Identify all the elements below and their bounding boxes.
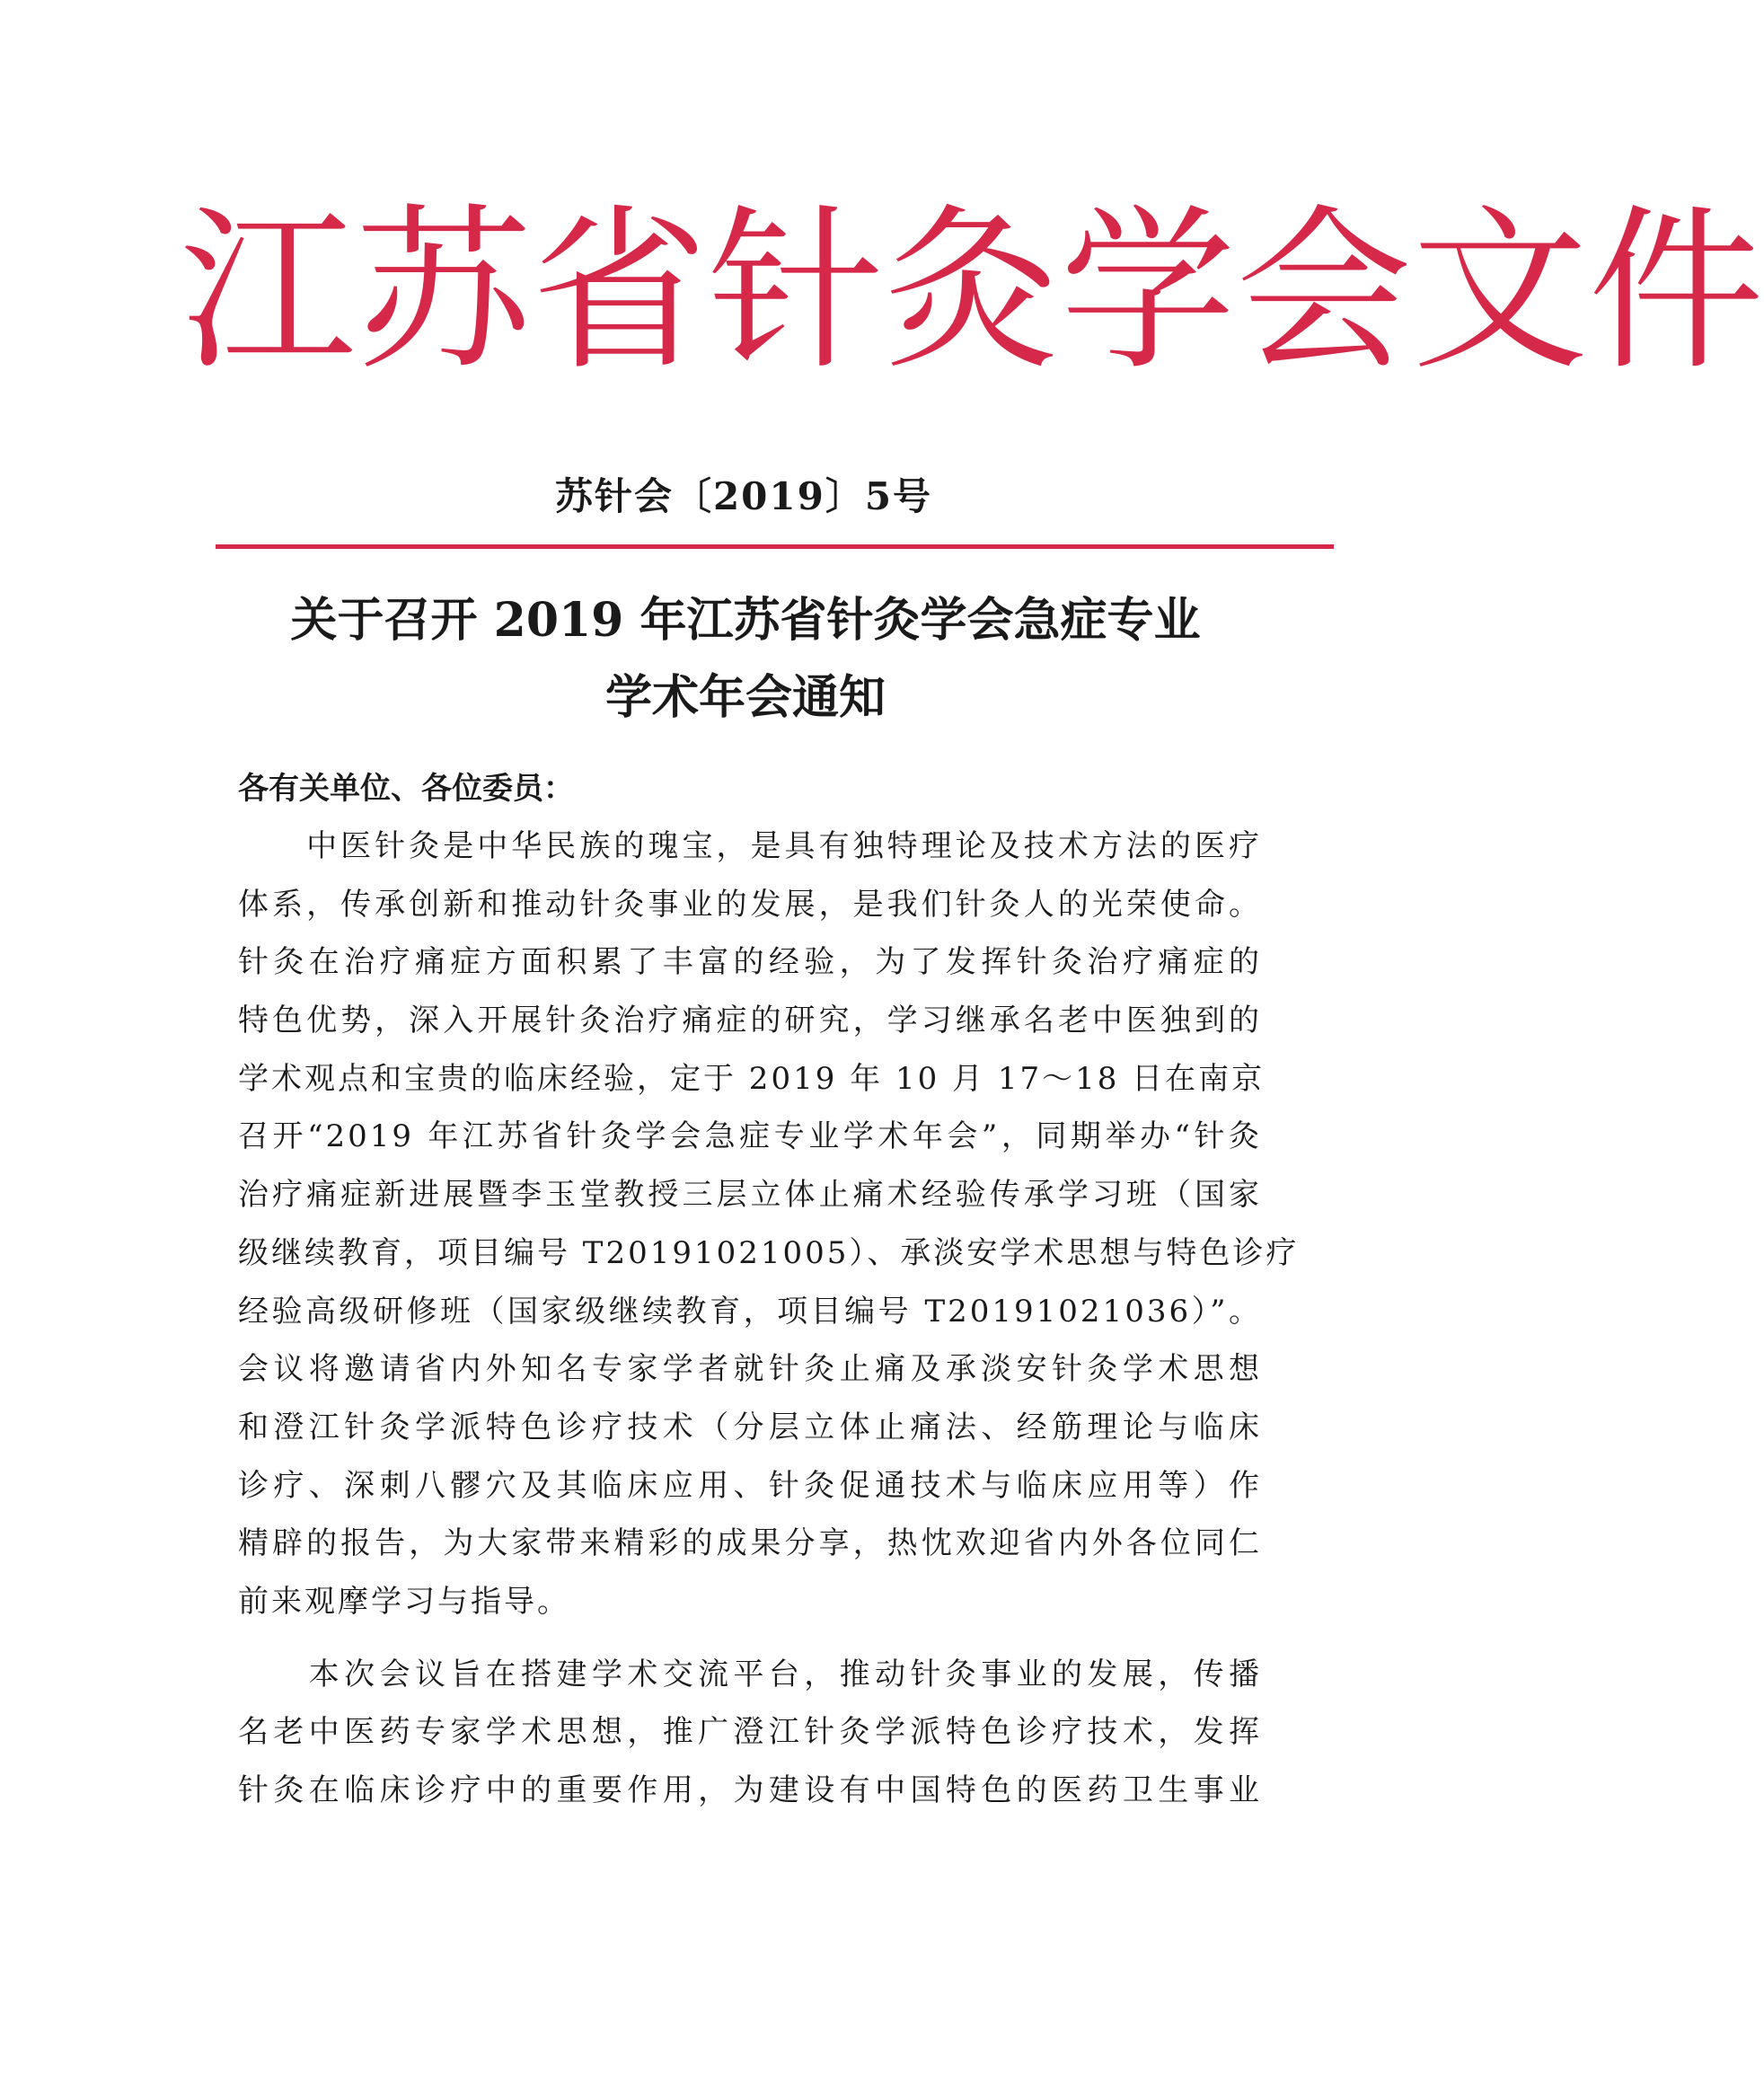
masthead-title bbox=[180, 189, 1764, 395]
body-line: 特色优势，深入开展针灸治疗痛症的研究，学习继承名老中医独到的 bbox=[238, 1003, 1262, 1039]
body-line: 和澄江针灸学派特色诊疗技术（分层立体止痛法、经筋理论与临床 bbox=[238, 1409, 1262, 1445]
notice-title bbox=[216, 582, 1275, 737]
body-line: 治疗痛症新进展暨李玉堂教授三层立体止痛术经验传承学习班（国家 bbox=[238, 1177, 1262, 1214]
body-line: 中医针灸是中华民族的瑰宝，是具有独特理论及技术方法的医疗 bbox=[238, 828, 1262, 864]
masthead-char: 文 bbox=[1412, 190, 1589, 394]
body-line: 前来观摩学习与指导。 bbox=[238, 1583, 570, 1620]
notice-title-line-1: 关于召开 2019 年江苏省针灸学会急症专业 bbox=[290, 593, 1201, 648]
masthead-char: 针 bbox=[708, 190, 885, 394]
body-line: 针灸在临床诊疗中的重要作用，为建设有中国特色的医药卫生事业 bbox=[238, 1772, 1262, 1808]
body-line: 诊疗、深刺八髎穴及其临床应用、针灸促通技术与临床应用等）作 bbox=[238, 1467, 1262, 1504]
paragraph-gap bbox=[238, 1631, 1262, 1646]
body-line: 级继续教育，项目编号 T20191021005）、承淡安学术思想与特色诊疗 bbox=[238, 1234, 1300, 1271]
body-line: 精辟的报告，为大家带来精彩的成果分享，热忱欢迎省内外各位同仁 bbox=[238, 1525, 1262, 1562]
masthead-char: 省 bbox=[532, 190, 709, 394]
body-line: 会议将邀请省内外知名专家学者就针灸止痛及承淡安针灸学术思想 bbox=[238, 1351, 1262, 1388]
salutation: 各有关单位、各位委员： bbox=[238, 771, 574, 807]
body-line: 学术观点和宝贵的临床经验，定于 2019 年 10 月 17～18 日在南京 bbox=[238, 1060, 1266, 1097]
red-divider bbox=[216, 544, 1334, 549]
document-number: 苏针会〔2019〕5号 bbox=[554, 474, 933, 518]
body-line: 名老中医药专家学术思想，推广澄江针灸学派特色诊疗技术，发挥 bbox=[238, 1714, 1262, 1751]
body-line: 体系，传承创新和推动针灸事业的发展，是我们针灸人的光荣使命。 bbox=[238, 886, 1262, 923]
masthead-char: 学 bbox=[1060, 190, 1237, 394]
body-line: 召开“2019 年江苏省针灸学会急症专业学术年会”，同期举办“针灸 bbox=[238, 1118, 1262, 1155]
masthead-char: 件 bbox=[1588, 190, 1764, 394]
body-line: 针灸在治疗痛症方面积累了丰富的经验，为了发挥针灸治疗痛症的 bbox=[238, 944, 1262, 981]
body-line: 经验高级研修班（国家级继续教育，项目编号 T20191021036）”。 bbox=[238, 1293, 1262, 1330]
body-line: 本次会议旨在搭建学术交流平台，推动针灸事业的发展，传播 bbox=[238, 1656, 1262, 1692]
notice-body bbox=[238, 817, 1300, 1820]
masthead-char: 会 bbox=[1236, 190, 1413, 394]
notice-title-line-2: 学术年会通知 bbox=[604, 670, 886, 725]
masthead-char: 江 bbox=[180, 190, 357, 394]
masthead-char: 苏 bbox=[356, 190, 533, 394]
masthead-char: 灸 bbox=[884, 190, 1061, 394]
